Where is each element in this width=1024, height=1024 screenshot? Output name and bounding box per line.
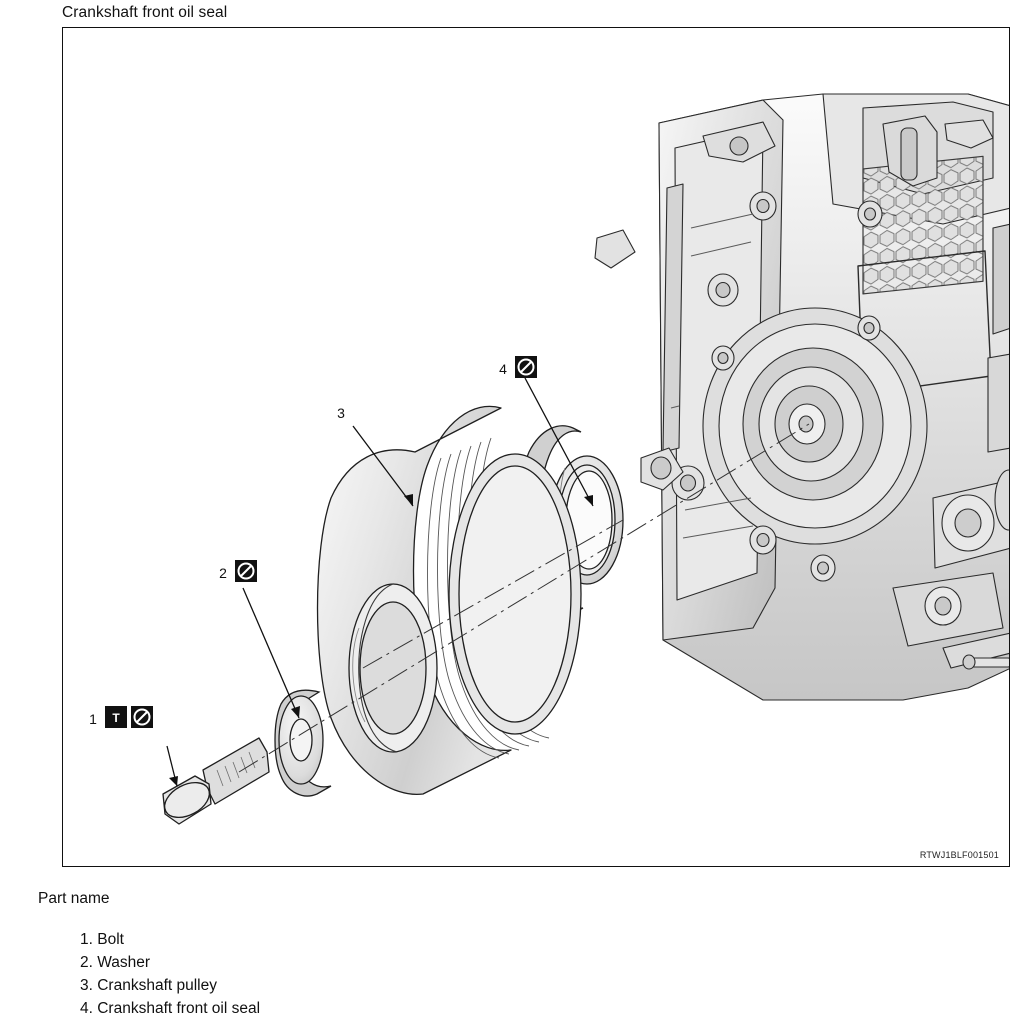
- page-title: Crankshaft front oil seal: [62, 4, 228, 21]
- no-reuse-icon: [235, 560, 257, 582]
- callout-1-number: 1: [89, 711, 97, 727]
- exploded-view-illustration: [63, 28, 1010, 867]
- list-item: 3. Crankshaft pulley: [80, 977, 217, 994]
- no-reuse-icon: [515, 356, 537, 378]
- callout-4-number: 4: [499, 361, 507, 377]
- callout-3-number: 3: [337, 405, 345, 421]
- engine-front-cover-assembly: [595, 94, 1010, 700]
- callout-1[interactable]: [89, 706, 153, 728]
- no-reuse-icon: [131, 706, 153, 728]
- callout-2-number: 2: [219, 565, 227, 581]
- callout-2[interactable]: [219, 560, 257, 582]
- figure-frame: [62, 27, 1010, 867]
- callout-4[interactable]: [499, 356, 537, 378]
- torque-icon: [105, 706, 127, 728]
- washer-part: [275, 690, 331, 796]
- list-item: 1. Bolt: [80, 931, 124, 948]
- callout-3[interactable]: [337, 405, 345, 421]
- svg-text:T: T: [112, 711, 120, 725]
- figure-code: RTWJ1BLF001501: [919, 850, 999, 860]
- part-name-list: [80, 928, 580, 1020]
- list-item: 4. Crankshaft front oil seal: [80, 1000, 261, 1017]
- front-cover-seal-bore: [703, 308, 927, 544]
- list-item: 2. Washer: [80, 954, 151, 971]
- part-name-heading: Part name: [38, 890, 110, 907]
